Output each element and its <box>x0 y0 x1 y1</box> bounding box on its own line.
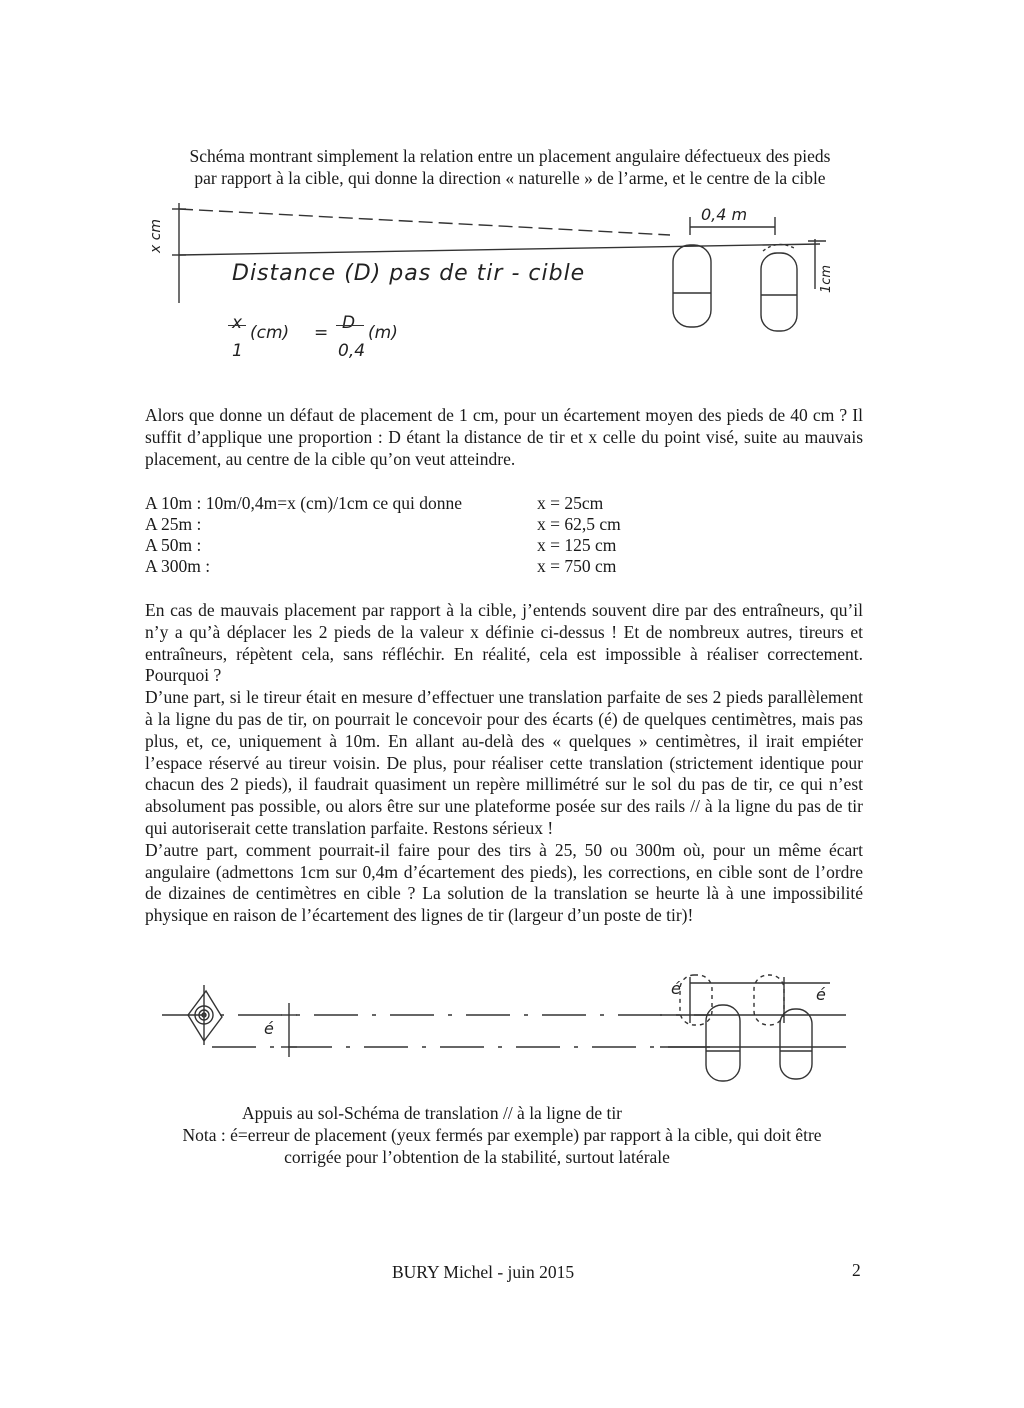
caption-top-line-2: par rapport à la cible, qui donne la direction « naturelle » de l’arme, et le centre de la cible <box>194 168 826 188</box>
formula-d-unit: (m) <box>368 323 398 343</box>
formula-x-unit: (cm) <box>250 323 290 343</box>
foot-right-solid <box>780 1009 812 1079</box>
label-e-2: é <box>671 979 681 998</box>
paragraph-3: D’une part, si le tireur était en mesure d’effectuer une translation parfaite de ses 2 pieds parallèlement à la ligne du pas de tir, on pourrait le concevoir pour des écarts (é) de quelques centimètres, mais pas plus, et, ce, uniquement à 10m. En allant au-delà des « quelques » centimètres, il irait empiéter l’espace réservé au tireur voisin. De plus, pour réaliser cette translation (strictement identique pour chacun des 2 pieds), il faudrait quasiment un repère millimétré sur le sol du pas de tir, ce qui n’est absolument pas possible, ou alors être sur une plateforme posée sur des rails // à la ligne du pas de tir qui autoriserait cette translation parfaite. Restons sérieux ! <box>145 687 863 838</box>
label-0-4-m: 0,4 m <box>701 205 748 224</box>
foot-left-solid <box>706 1005 740 1081</box>
label-distance: Distance (D) pas de tir - cible <box>232 261 586 286</box>
results-list <box>145 493 745 577</box>
label-1cm: 1cm <box>819 264 834 293</box>
caption-top <box>100 145 920 189</box>
distance-line <box>179 244 820 255</box>
result-value: x = 62,5 cm <box>537 514 621 534</box>
result-value: x = 750 cm <box>537 556 617 576</box>
foot-left <box>673 245 711 327</box>
formula-x-den: 1 <box>232 341 243 361</box>
result-label: A 25m : <box>145 514 202 534</box>
caption-bottom-line-3: corrigée pour l’obtention de la stabilité, surtout latérale <box>284 1147 670 1167</box>
paragraph-1: Alors que donne un défaut de placement de 1 cm, pour un écartement moyen des pieds de 40 cm ? Il suffit d’applique une proportion : D étant la distance de tir et x celle du point visé, suite au mauvais placement, au centre de la cible qu’on veut atteindre. <box>145 405 863 469</box>
diagram-translation-sketch <box>150 965 870 1095</box>
formula-equals: = <box>314 323 329 343</box>
result-row <box>145 514 745 535</box>
paragraph-2: En cas de mauvais placement par rapport à la cible, j’entends souvent dire par des entraîneurs, qu’il n’y a qu’à déplacer les 2 pieds de la valeur x définie ci-dessus ! Et de nombreux autres, tireurs et entraîneurs, répètent cela, sans réfléchir. En réalité, cela est impossible à réaliser correctement. Pourquoi ? <box>145 600 863 686</box>
result-row <box>145 535 745 556</box>
result-label: A 300m : <box>145 556 211 576</box>
formula-d-den: 0,4 <box>338 341 366 361</box>
label-e-3: é <box>816 985 826 1004</box>
diagram-angular-placement <box>150 195 870 375</box>
footer-author: BURY Michel - juin 2015 <box>392 1262 575 1282</box>
result-value: x = 125 cm <box>537 535 617 555</box>
body-text <box>145 600 863 927</box>
formula-x-num: x <box>232 313 243 333</box>
caption-bottom-line-1: Appuis au sol-Schéma de translation // à la ligne de tir <box>241 1103 623 1123</box>
label-x-cm: x cm <box>148 218 164 253</box>
result-row <box>145 556 745 577</box>
caption-bottom-line-2: Nota : é=erreur de placement (yeux fermés par exemple) par rapport à la cible, qui doit être <box>182 1125 822 1145</box>
result-label: A 10m : 10m/0,4m=x (cm)/1cm ce qui donne <box>145 493 463 513</box>
paragraph-4: D’autre part, comment pourrait-il faire pour des tirs à 25, 50 ou 300m où, pour un même écart angulaire (admettons 1cm sur 0,4m d’écartement des pieds), les corrections, en cible sont de l’ordre de dizaines de centimètres en cible ? La solution de la translation se heurte là à une impossibilité physique en raison de l’écartement des lignes de tir (largeur d’un poste de tir)! <box>145 839 863 926</box>
result-value: x = 25cm <box>537 493 604 513</box>
caption-bottom <box>72 1102 932 1168</box>
aim-dashed-line <box>179 209 670 235</box>
label-e-1: é <box>264 1019 274 1038</box>
diagram-translation <box>150 965 870 1095</box>
result-label: A 50m : <box>145 535 202 555</box>
caption-top-line-1: Schéma montrant simplement la relation entre un placement angulaire défectueux des pieds <box>189 146 831 166</box>
page-number: 2 <box>852 1260 861 1280</box>
result-row <box>145 493 745 514</box>
foot-right <box>761 253 797 331</box>
formula-d-num: D <box>342 313 356 333</box>
